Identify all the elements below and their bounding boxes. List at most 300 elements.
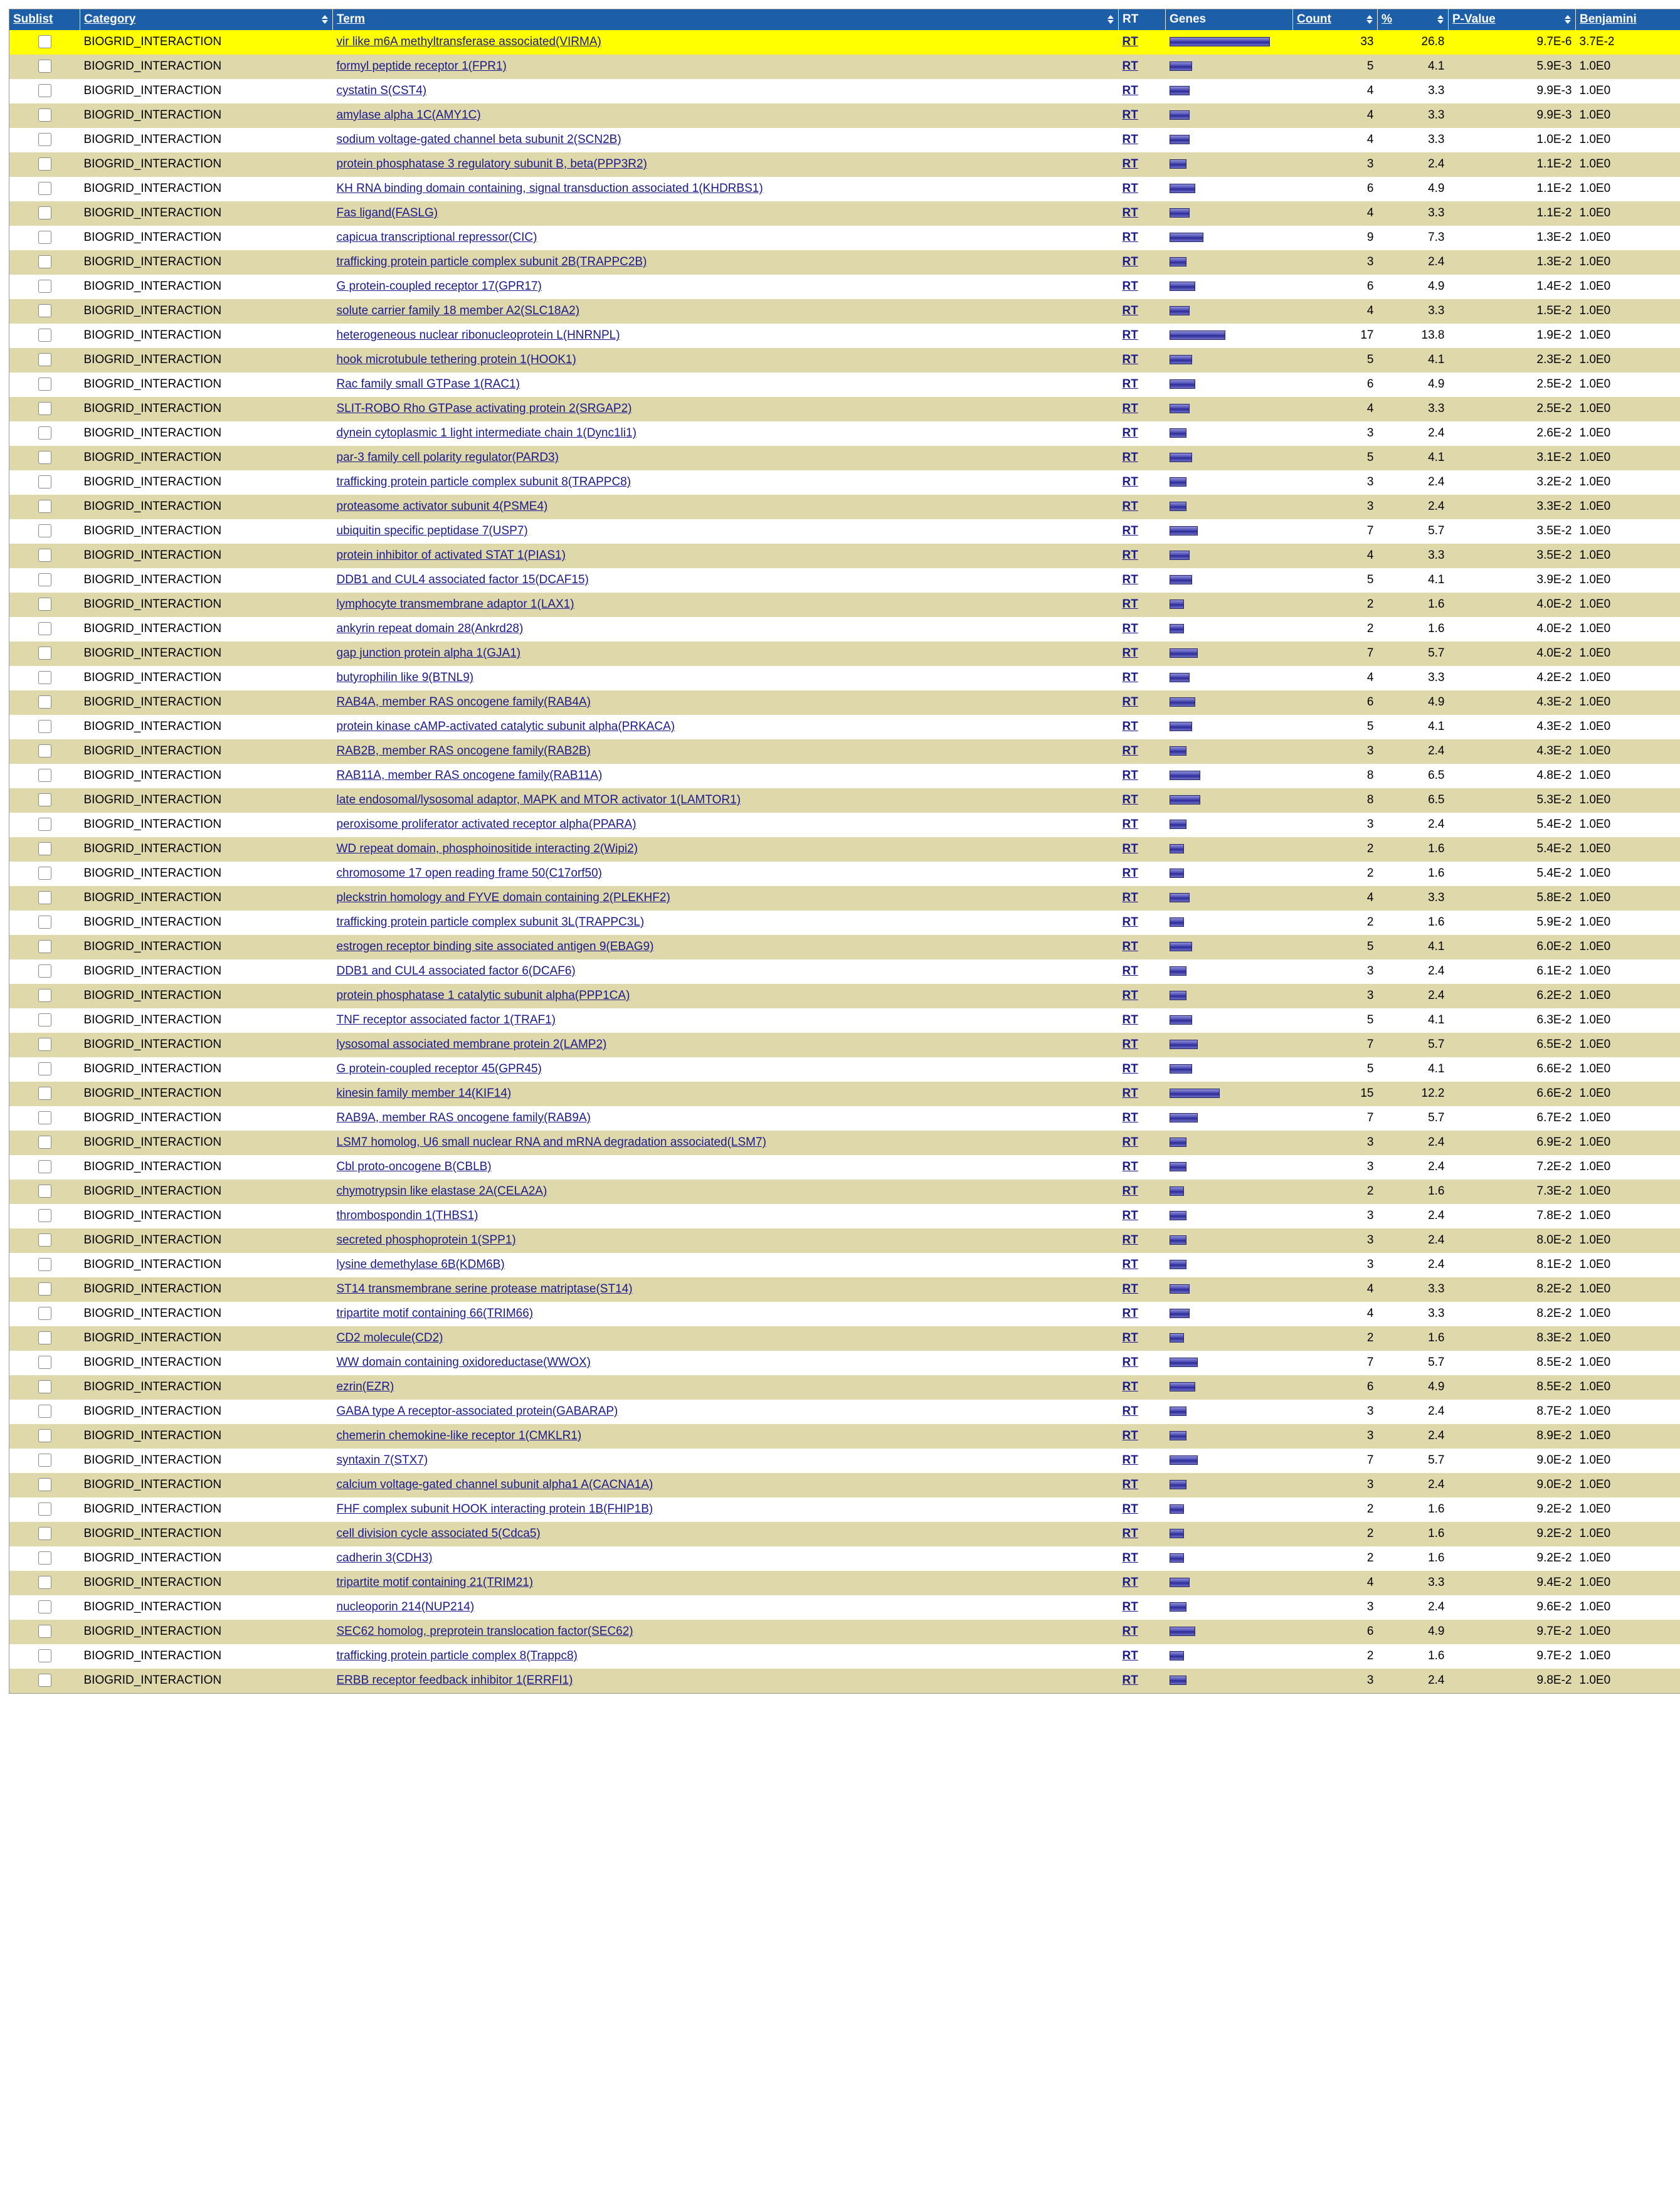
term-link[interactable]: protein kinase cAMP-activated catalytic subunit alpha(PRKACA) (336, 720, 675, 733)
genes-cell[interactable] (1166, 544, 1293, 568)
sublist-checkbox[interactable] (38, 964, 51, 978)
related-terms-link[interactable]: RT (1122, 1307, 1138, 1320)
term-link[interactable]: SLIT-ROBO Rho GTPase activating protein 2(SRGAP2) (336, 402, 632, 415)
term-link[interactable]: lymphocyte transmembrane adaptor 1(LAX1) (336, 598, 574, 611)
genes-cell[interactable] (1166, 984, 1293, 1008)
genes-cell[interactable] (1166, 690, 1293, 715)
sublist-checkbox[interactable] (38, 769, 51, 782)
related-terms-link[interactable]: RT (1122, 206, 1138, 219)
genes-cell[interactable] (1166, 1057, 1293, 1082)
genes-cell[interactable] (1166, 935, 1293, 959)
genes-bar[interactable] (1170, 37, 1270, 46)
genes-bar[interactable] (1170, 1676, 1186, 1685)
sublist-checkbox[interactable] (38, 475, 51, 488)
term-link[interactable]: ST14 transmembrane serine protease matriptase(ST14) (336, 1282, 633, 1296)
related-terms-link[interactable]: RT (1122, 524, 1138, 537)
related-terms-link[interactable]: RT (1122, 916, 1138, 929)
sublist-checkbox[interactable] (38, 157, 51, 171)
genes-cell[interactable] (1166, 1082, 1293, 1106)
genes-cell[interactable] (1166, 446, 1293, 470)
genes-bar[interactable] (1170, 722, 1192, 731)
genes-cell[interactable] (1166, 788, 1293, 813)
genes-cell[interactable] (1166, 1131, 1293, 1155)
genes-bar[interactable] (1170, 355, 1192, 364)
sublist-checkbox[interactable] (38, 720, 51, 733)
term-link[interactable]: RAB4A, member RAS oncogene family(RAB4A) (336, 695, 591, 709)
term-link[interactable]: par-3 family cell polarity regulator(PARD3) (336, 451, 559, 464)
genes-bar[interactable] (1170, 330, 1225, 340)
genes-bar[interactable] (1170, 1627, 1195, 1636)
genes-cell[interactable] (1166, 250, 1293, 275)
sublist-checkbox[interactable] (38, 1454, 51, 1467)
genes-cell[interactable] (1166, 299, 1293, 324)
related-terms-link[interactable]: RT (1122, 1502, 1138, 1516)
sublist-checkbox[interactable] (38, 622, 51, 635)
related-terms-link[interactable]: RT (1122, 475, 1138, 488)
genes-bar[interactable] (1170, 526, 1198, 536)
genes-bar[interactable] (1170, 1504, 1184, 1514)
related-terms-link[interactable]: RT (1122, 231, 1138, 244)
related-terms-link[interactable]: RT (1122, 1576, 1138, 1589)
genes-cell[interactable] (1166, 1155, 1293, 1180)
term-link[interactable]: formyl peptide receptor 1(FPR1) (336, 60, 507, 73)
genes-cell[interactable] (1166, 519, 1293, 544)
sublist-checkbox[interactable] (38, 1282, 51, 1296)
sublist-checkbox[interactable] (38, 108, 51, 122)
related-terms-link[interactable]: RT (1122, 280, 1138, 293)
term-link[interactable]: WW domain containing oxidoreductase(WWOX) (336, 1356, 591, 1369)
genes-bar[interactable] (1170, 868, 1184, 878)
sublist-checkbox[interactable] (38, 1258, 51, 1271)
term-link[interactable]: syntaxin 7(STX7) (336, 1454, 428, 1467)
related-terms-link[interactable]: RT (1122, 1527, 1138, 1540)
genes-cell[interactable] (1166, 348, 1293, 372)
term-link[interactable]: RAB2B, member RAS oncogene family(RAB2B) (336, 744, 591, 758)
related-terms-link[interactable]: RT (1122, 842, 1138, 855)
genes-cell[interactable] (1166, 1375, 1293, 1400)
genes-bar[interactable] (1170, 184, 1195, 193)
genes-bar[interactable] (1170, 1529, 1184, 1538)
genes-bar[interactable] (1170, 1064, 1192, 1074)
sublist-checkbox[interactable] (38, 573, 51, 586)
sublist-checkbox[interactable] (38, 329, 51, 342)
related-terms-link[interactable]: RT (1122, 1478, 1138, 1491)
sublist-checkbox[interactable] (38, 1625, 51, 1638)
term-link[interactable]: chromosome 17 open reading frame 50(C17orf50) (336, 867, 603, 880)
term-link[interactable]: thrombospondin 1(THBS1) (336, 1209, 478, 1222)
genes-bar[interactable] (1170, 502, 1186, 511)
genes-bar[interactable] (1170, 991, 1186, 1000)
genes-cell[interactable] (1166, 128, 1293, 152)
genes-cell[interactable] (1166, 739, 1293, 764)
genes-cell[interactable] (1166, 1180, 1293, 1204)
genes-bar[interactable] (1170, 404, 1190, 413)
genes-cell[interactable] (1166, 103, 1293, 128)
related-terms-link[interactable]: RT (1122, 964, 1138, 978)
genes-cell[interactable] (1166, 1620, 1293, 1644)
sublist-checkbox[interactable] (38, 1013, 51, 1027)
genes-bar[interactable] (1170, 135, 1190, 144)
genes-cell[interactable] (1166, 1497, 1293, 1522)
related-terms-link[interactable]: RT (1122, 329, 1138, 342)
term-link[interactable]: chemerin chemokine-like receptor 1(CMKLR1) (336, 1429, 582, 1442)
genes-bar[interactable] (1170, 648, 1198, 658)
genes-bar[interactable] (1170, 1431, 1186, 1440)
sublist-checkbox[interactable] (38, 304, 51, 317)
genes-bar[interactable] (1170, 1480, 1186, 1489)
related-terms-link[interactable]: RT (1122, 1282, 1138, 1296)
sublist-checkbox[interactable] (38, 891, 51, 904)
term-link[interactable]: cell division cycle associated 5(Cdca5) (336, 1527, 541, 1540)
genes-bar[interactable] (1170, 257, 1186, 267)
term-link[interactable]: trafficking protein particle complex subunit 8(TRAPPC8) (336, 475, 631, 488)
sublist-checkbox[interactable] (38, 206, 51, 219)
genes-bar[interactable] (1170, 917, 1184, 927)
sublist-checkbox[interactable] (38, 35, 51, 48)
sublist-checkbox[interactable] (38, 255, 51, 268)
related-terms-link[interactable]: RT (1122, 573, 1138, 586)
genes-cell[interactable] (1166, 911, 1293, 935)
sublist-checkbox[interactable] (38, 818, 51, 831)
related-terms-link[interactable]: RT (1122, 1600, 1138, 1613)
sublist-checkbox[interactable] (38, 1209, 51, 1222)
genes-bar[interactable] (1170, 1407, 1186, 1416)
related-terms-link[interactable]: RT (1122, 647, 1138, 660)
genes-cell[interactable] (1166, 886, 1293, 911)
related-terms-link[interactable]: RT (1122, 720, 1138, 733)
related-terms-link[interactable]: RT (1122, 744, 1138, 758)
term-link[interactable]: pleckstrin homology and FYVE domain containing 2(PLEKHF2) (336, 891, 670, 904)
term-link[interactable]: hook microtubule tethering protein 1(HOOK1) (336, 353, 576, 366)
genes-cell[interactable] (1166, 397, 1293, 421)
related-terms-link[interactable]: RT (1122, 940, 1138, 953)
related-terms-link[interactable]: RT (1122, 500, 1138, 513)
column-header-pvalue[interactable] (1449, 9, 1576, 31)
genes-bar[interactable] (1170, 453, 1192, 462)
genes-bar[interactable] (1170, 1089, 1220, 1098)
related-terms-link[interactable]: RT (1122, 377, 1138, 391)
genes-bar[interactable] (1170, 1358, 1198, 1367)
term-link[interactable]: nucleoporin 214(NUP214) (336, 1600, 475, 1613)
term-link[interactable]: dynein cytoplasmic 1 light intermediate chain 1(Dync1li1) (336, 426, 637, 440)
genes-bar[interactable] (1170, 1015, 1192, 1025)
related-terms-link[interactable]: RT (1122, 1674, 1138, 1687)
genes-bar[interactable] (1170, 1235, 1186, 1245)
related-terms-link[interactable]: RT (1122, 84, 1138, 97)
sublist-checkbox[interactable] (38, 793, 51, 806)
genes-cell[interactable] (1166, 1449, 1293, 1473)
term-link[interactable]: GABA type A receptor-associated protein(GABARAP) (336, 1405, 618, 1418)
column-header-term[interactable] (333, 9, 1119, 31)
related-terms-link[interactable]: RT (1122, 182, 1138, 195)
related-terms-link[interactable]: RT (1122, 1258, 1138, 1271)
related-terms-link[interactable]: RT (1122, 1111, 1138, 1124)
term-link[interactable]: peroxisome proliferator activated receptor alpha(PPARA) (336, 818, 637, 831)
genes-cell[interactable] (1166, 1228, 1293, 1253)
genes-cell[interactable] (1166, 421, 1293, 446)
genes-cell[interactable] (1166, 1106, 1293, 1131)
genes-cell[interactable] (1166, 1546, 1293, 1571)
sublist-checkbox[interactable] (38, 451, 51, 464)
related-terms-link[interactable]: RT (1122, 818, 1138, 831)
related-terms-link[interactable]: RT (1122, 1380, 1138, 1393)
sublist-checkbox[interactable] (38, 1429, 51, 1442)
sublist-checkbox[interactable] (38, 280, 51, 293)
term-link[interactable]: Cbl proto-oncogene B(CBLB) (336, 1160, 492, 1173)
related-terms-link[interactable]: RT (1122, 598, 1138, 611)
genes-bar[interactable] (1170, 697, 1195, 707)
term-link[interactable]: vir like m6A methyltransferase associated(VIRMA) (336, 35, 601, 48)
related-terms-link[interactable]: RT (1122, 255, 1138, 268)
genes-cell[interactable] (1166, 1204, 1293, 1228)
genes-bar[interactable] (1170, 966, 1186, 976)
genes-bar[interactable] (1170, 86, 1190, 95)
genes-cell[interactable] (1166, 593, 1293, 617)
genes-cell[interactable] (1166, 275, 1293, 299)
related-terms-link[interactable]: RT (1122, 108, 1138, 122)
column-header-benjamini[interactable] (1576, 9, 1680, 31)
related-terms-link[interactable]: RT (1122, 1551, 1138, 1565)
related-terms-link[interactable]: RT (1122, 402, 1138, 415)
sort-arrows-icon[interactable] (1107, 15, 1114, 24)
related-terms-link[interactable]: RT (1122, 1087, 1138, 1100)
genes-cell[interactable] (1166, 813, 1293, 837)
genes-cell[interactable] (1166, 568, 1293, 593)
genes-cell[interactable] (1166, 1522, 1293, 1546)
term-link[interactable]: secreted phosphoprotein 1(SPP1) (336, 1233, 516, 1247)
genes-cell[interactable] (1166, 1669, 1293, 1694)
related-terms-link[interactable]: RT (1122, 989, 1138, 1002)
term-link[interactable]: Rac family small GTPase 1(RAC1) (336, 377, 520, 391)
related-terms-link[interactable]: RT (1122, 1649, 1138, 1662)
term-link[interactable]: calcium voltage-gated channel subunit alpha1 A(CACNA1A) (336, 1478, 653, 1491)
genes-bar[interactable] (1170, 1113, 1198, 1122)
term-link[interactable]: G protein-coupled receptor 45(GPR45) (336, 1062, 542, 1075)
genes-bar[interactable] (1170, 771, 1200, 780)
column-header-percent[interactable] (1378, 9, 1449, 31)
genes-cell[interactable] (1166, 666, 1293, 690)
genes-bar[interactable] (1170, 61, 1192, 71)
sublist-checkbox[interactable] (38, 1674, 51, 1687)
related-terms-link[interactable]: RT (1122, 1209, 1138, 1222)
term-link[interactable]: ezrin(EZR) (336, 1380, 394, 1393)
term-link[interactable]: chymotrypsin like elastase 2A(CELA2A) (336, 1185, 547, 1198)
sublist-checkbox[interactable] (38, 1038, 51, 1051)
term-link[interactable]: kinesin family member 14(KIF14) (336, 1087, 512, 1100)
related-terms-link[interactable]: RT (1122, 1062, 1138, 1075)
sublist-checkbox[interactable] (38, 1478, 51, 1491)
sublist-checkbox[interactable] (38, 1380, 51, 1393)
sublist-checkbox[interactable] (38, 989, 51, 1002)
genes-cell[interactable] (1166, 201, 1293, 226)
related-terms-link[interactable]: RT (1122, 671, 1138, 684)
column-header-count[interactable] (1293, 9, 1378, 31)
genes-bar[interactable] (1170, 428, 1186, 438)
genes-cell[interactable] (1166, 959, 1293, 984)
genes-cell[interactable] (1166, 1008, 1293, 1033)
term-link[interactable]: trafficking protein particle complex 8(Trappc8) (336, 1649, 578, 1662)
term-link[interactable]: butyrophilin like 9(BTNL9) (336, 671, 474, 684)
related-terms-link[interactable]: RT (1122, 1405, 1138, 1418)
sublist-checkbox[interactable] (38, 940, 51, 953)
sublist-checkbox[interactable] (38, 916, 51, 929)
term-link[interactable]: SEC62 homolog, preprotein translocation factor(SEC62) (336, 1625, 633, 1638)
related-terms-link[interactable]: RT (1122, 1454, 1138, 1467)
term-link[interactable]: Fas ligand(FASLG) (336, 206, 438, 219)
genes-bar[interactable] (1170, 1186, 1184, 1196)
genes-cell[interactable] (1166, 1326, 1293, 1351)
genes-bar[interactable] (1170, 1309, 1190, 1318)
sublist-checkbox[interactable] (38, 744, 51, 758)
sublist-checkbox[interactable] (38, 842, 51, 855)
sublist-checkbox[interactable] (38, 1356, 51, 1369)
genes-cell[interactable] (1166, 1473, 1293, 1497)
term-link[interactable]: lysine demethylase 6B(KDM6B) (336, 1258, 505, 1271)
genes-cell[interactable] (1166, 152, 1293, 177)
genes-bar[interactable] (1170, 1040, 1198, 1049)
related-terms-link[interactable]: RT (1122, 1625, 1138, 1638)
related-terms-link[interactable]: RT (1122, 1136, 1138, 1149)
term-link[interactable]: tripartite motif containing 21(TRIM21) (336, 1576, 534, 1589)
genes-cell[interactable] (1166, 1571, 1293, 1595)
term-link[interactable]: CD2 molecule(CD2) (336, 1331, 443, 1344)
sublist-checkbox[interactable] (38, 1307, 51, 1320)
term-link[interactable]: cadherin 3(CDH3) (336, 1551, 433, 1565)
related-terms-link[interactable]: RT (1122, 304, 1138, 317)
sublist-checkbox[interactable] (38, 1600, 51, 1613)
related-terms-link[interactable]: RT (1122, 1160, 1138, 1173)
genes-bar[interactable] (1170, 942, 1192, 951)
term-link[interactable]: lysosomal associated membrane protein 2(LAMP2) (336, 1038, 607, 1051)
related-terms-link[interactable]: RT (1122, 769, 1138, 782)
sublist-checkbox[interactable] (38, 84, 51, 97)
genes-bar[interactable] (1170, 746, 1186, 756)
genes-bar[interactable] (1170, 673, 1190, 682)
genes-cell[interactable] (1166, 372, 1293, 397)
genes-bar[interactable] (1170, 110, 1190, 120)
sublist-checkbox[interactable] (38, 1405, 51, 1418)
sublist-checkbox[interactable] (38, 377, 51, 391)
genes-bar[interactable] (1170, 282, 1195, 291)
term-link[interactable]: RAB11A, member RAS oncogene family(RAB11A) (336, 769, 603, 782)
sublist-checkbox[interactable] (38, 426, 51, 440)
genes-bar[interactable] (1170, 1211, 1186, 1220)
sublist-checkbox[interactable] (38, 1062, 51, 1075)
genes-bar[interactable] (1170, 795, 1200, 805)
sublist-checkbox[interactable] (38, 1527, 51, 1540)
genes-cell[interactable] (1166, 177, 1293, 201)
genes-cell[interactable] (1166, 862, 1293, 886)
sublist-checkbox[interactable] (38, 549, 51, 562)
term-link[interactable]: ankyrin repeat domain 28(Ankrd28) (336, 622, 524, 635)
term-link[interactable]: RAB9A, member RAS oncogene family(RAB9A) (336, 1111, 591, 1124)
sublist-checkbox[interactable] (38, 867, 51, 880)
sublist-checkbox[interactable] (38, 1185, 51, 1198)
term-link[interactable]: ERBB receptor feedback inhibitor 1(ERRFI1) (336, 1674, 573, 1687)
sublist-checkbox[interactable] (38, 671, 51, 684)
related-terms-link[interactable]: RT (1122, 133, 1138, 146)
genes-bar[interactable] (1170, 599, 1184, 609)
term-link[interactable]: late endosomal/lysosomal adaptor, MAPK and MTOR activator 1(LAMTOR1) (336, 793, 741, 806)
term-link[interactable]: ubiquitin specific peptidase 7(USP7) (336, 524, 528, 537)
genes-bar[interactable] (1170, 1382, 1195, 1391)
related-terms-link[interactable]: RT (1122, 1233, 1138, 1247)
sublist-checkbox[interactable] (38, 598, 51, 611)
sort-arrows-icon[interactable] (1565, 15, 1572, 24)
sort-arrows-icon[interactable] (322, 15, 329, 24)
genes-bar[interactable] (1170, 159, 1186, 169)
term-link[interactable]: cystatin S(CST4) (336, 84, 427, 97)
term-link[interactable]: trafficking protein particle complex subunit 3L(TRAPPC3L) (336, 916, 645, 929)
sublist-checkbox[interactable] (38, 524, 51, 537)
genes-cell[interactable] (1166, 1351, 1293, 1375)
sort-arrows-icon[interactable] (1366, 15, 1373, 24)
genes-cell[interactable] (1166, 837, 1293, 862)
term-link[interactable]: estrogen receptor binding site associated antigen 9(EBAG9) (336, 940, 654, 953)
genes-bar[interactable] (1170, 820, 1186, 829)
sublist-checkbox[interactable] (38, 402, 51, 415)
term-link[interactable]: capicua transcriptional repressor(CIC) (336, 231, 537, 244)
genes-bar[interactable] (1170, 893, 1190, 902)
term-link[interactable]: proteasome activator subunit 4(PSME4) (336, 500, 548, 513)
genes-cell[interactable] (1166, 30, 1293, 55)
related-terms-link[interactable]: RT (1122, 35, 1138, 48)
term-link[interactable]: KH RNA binding domain containing, signal transduction associated 1(KHDRBS1) (336, 182, 763, 195)
sublist-checkbox[interactable] (38, 1087, 51, 1100)
sublist-checkbox[interactable] (38, 182, 51, 195)
term-link[interactable]: sodium voltage-gated channel beta subunit 2(SCN2B) (336, 133, 621, 146)
genes-cell[interactable] (1166, 79, 1293, 103)
genes-cell[interactable] (1166, 617, 1293, 641)
term-link[interactable]: FHF complex subunit HOOK interacting protein 1B(FHIP1B) (336, 1502, 653, 1516)
genes-bar[interactable] (1170, 1651, 1184, 1660)
term-link[interactable]: DDB1 and CUL4 associated factor 15(DCAF15) (336, 573, 589, 586)
term-link[interactable]: amylase alpha 1C(AMY1C) (336, 108, 481, 122)
genes-bar[interactable] (1170, 1455, 1198, 1465)
sublist-checkbox[interactable] (38, 1233, 51, 1247)
genes-bar[interactable] (1170, 233, 1203, 242)
genes-bar[interactable] (1170, 1260, 1186, 1269)
term-link[interactable]: trafficking protein particle complex subunit 2B(TRAPPC2B) (336, 255, 647, 268)
related-terms-link[interactable]: RT (1122, 1429, 1138, 1442)
sublist-checkbox[interactable] (38, 1649, 51, 1662)
genes-bar[interactable] (1170, 1602, 1186, 1612)
genes-cell[interactable] (1166, 1033, 1293, 1057)
sublist-checkbox[interactable] (38, 1111, 51, 1124)
sublist-checkbox[interactable] (38, 1331, 51, 1344)
genes-cell[interactable] (1166, 641, 1293, 666)
genes-bar[interactable] (1170, 208, 1190, 218)
genes-bar[interactable] (1170, 1553, 1184, 1563)
genes-bar[interactable] (1170, 1162, 1186, 1171)
related-terms-link[interactable]: RT (1122, 426, 1138, 440)
related-terms-link[interactable]: RT (1122, 353, 1138, 366)
sublist-checkbox[interactable] (38, 1160, 51, 1173)
genes-cell[interactable] (1166, 55, 1293, 79)
genes-cell[interactable] (1166, 495, 1293, 519)
genes-cell[interactable] (1166, 1595, 1293, 1620)
term-link[interactable]: LSM7 homolog, U6 small nuclear RNA and mRNA degradation associated(LSM7) (336, 1136, 766, 1149)
sublist-checkbox[interactable] (38, 647, 51, 660)
sublist-checkbox[interactable] (38, 231, 51, 244)
genes-cell[interactable] (1166, 764, 1293, 788)
genes-bar[interactable] (1170, 477, 1186, 487)
related-terms-link[interactable]: RT (1122, 1038, 1138, 1051)
genes-cell[interactable] (1166, 226, 1293, 250)
genes-bar[interactable] (1170, 379, 1195, 389)
genes-cell[interactable] (1166, 1424, 1293, 1449)
term-link[interactable]: gap junction protein alpha 1(GJA1) (336, 647, 521, 660)
